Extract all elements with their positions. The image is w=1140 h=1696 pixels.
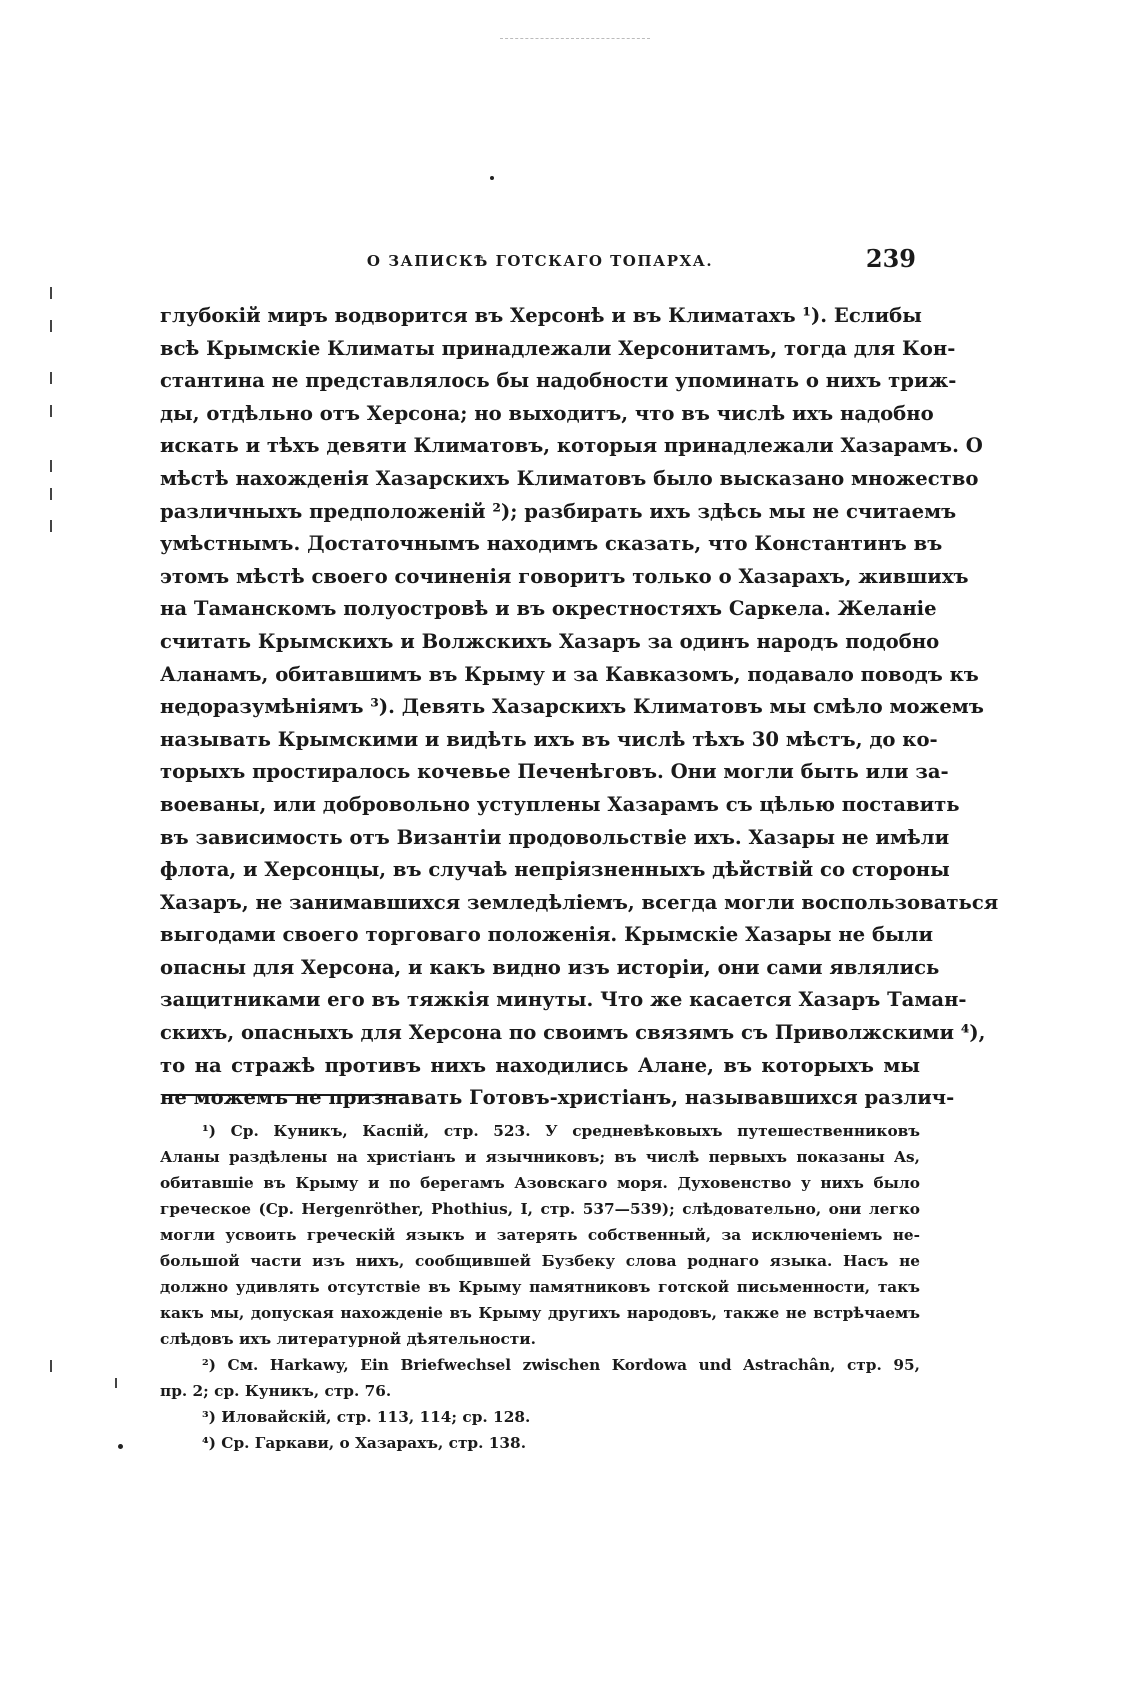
footnote-text: Иловайскій, стр. 113, 114; ср. 128. bbox=[221, 1408, 531, 1426]
text-line: выгодами своего торговаго положенія. Крымскіе Хазары не были bbox=[160, 923, 934, 947]
text-line: называть Крымскими и видѣть ихъ въ числѣ тѣхъ 30 мѣстъ, до ко- bbox=[160, 727, 938, 751]
footnote-line bbox=[160, 1378, 920, 1404]
text-line: искать и тѣхъ девяти Климатовъ, которыя принадлежали Хазарамъ. О bbox=[160, 434, 983, 458]
footnote-line bbox=[160, 1196, 920, 1222]
text-line: этомъ мѣстѣ своего сочиненія говоритъ только о Хазарахъ, жившихъ bbox=[160, 564, 969, 588]
running-head: О ЗАПИСКѢ ГОТСКАГО ТОПАРХА. bbox=[366, 252, 714, 270]
scan-margin-mark bbox=[50, 488, 52, 500]
text-line: ды, отдѣльно отъ Херсона; но выходитъ, что въ числѣ ихъ надобно bbox=[160, 401, 934, 425]
scan-artifact-line bbox=[500, 38, 650, 39]
footnote-text: пр. 2; ср. Куникъ, стр. 76. bbox=[160, 1382, 392, 1400]
footnote-text: См. Harkawy, Ein Briefwechsel zwischen Kordowa und Astrachân, стр. 95, bbox=[227, 1356, 920, 1374]
text-line: опасны для Херсона, и какъ видно изъ исторіи, они сами являлись bbox=[160, 955, 940, 979]
text-line: защитниками его въ тяжкія минуты. Что же касается Хазаръ Таман- bbox=[160, 988, 967, 1012]
footnote-line bbox=[160, 1274, 920, 1300]
footnote-line bbox=[160, 1352, 920, 1378]
text-line: не можемъ не признавать Готовъ-христіанъ, называвшихся различ- bbox=[160, 1086, 955, 1110]
scan-margin-mark bbox=[50, 1360, 52, 1372]
text-line: мѣстѣ нахожденія Хазарскихъ Климатовъ было высказано множество bbox=[160, 466, 979, 490]
text-line: флота, и Херсонцы, въ случаѣ непріязненныхъ дѣйствій со стороны bbox=[160, 858, 950, 882]
footnote-text: могли усвоить греческій языкъ и затерять собственный, за исключеніемъ не- bbox=[160, 1226, 920, 1244]
text-line: торыхъ простиралось кочевье Печенѣговъ. Они могли быть или за- bbox=[160, 760, 949, 784]
text-line: въ зависимость отъ Византіи продовольствіе ихъ. Хазары не имѣли bbox=[160, 825, 950, 849]
page-header bbox=[160, 244, 920, 278]
text-line: глубокій миръ водворится въ Херсонѣ и въ Климатахъ ¹). Еслибы bbox=[160, 304, 922, 327]
footnote-text: Ср. Куникъ, Каспій, стр. 523. У средневѣковыхъ путешественниковъ bbox=[230, 1122, 921, 1140]
text-line: воеваны, или добровольно уступлены Хазарамъ съ цѣлью поставить bbox=[160, 792, 960, 816]
footnote-line bbox=[160, 1300, 920, 1326]
footnote-line bbox=[160, 1404, 920, 1430]
footnote-text: слѣдовъ ихъ литературной дѣятельности. bbox=[160, 1330, 536, 1348]
text-line: на Таманскомъ полуостровѣ и въ окрестностяхъ Саркела. Желаніе bbox=[160, 597, 937, 621]
footnote-line bbox=[160, 1144, 920, 1170]
footnote-line bbox=[160, 1222, 920, 1248]
page-number: 239 bbox=[865, 244, 916, 273]
text-line: умѣстнымъ. Достаточнымъ находимъ сказать, что Константинъ въ bbox=[160, 532, 943, 556]
footnote-line bbox=[160, 1118, 920, 1144]
text-line: считать Крымскихъ и Волжскихъ Хазаръ за одинъ народъ подобно bbox=[160, 629, 940, 653]
footnote-marker: ²) bbox=[202, 1356, 216, 1374]
footnote-marker: ³) bbox=[202, 1408, 216, 1426]
footnote-text: большой части изъ нихъ, сообщившей Бузбеку слова роднаго языка. Насъ не bbox=[160, 1252, 920, 1270]
footnote-line bbox=[160, 1170, 920, 1196]
text-line: Аланамъ, обитавшимъ въ Крыму и за Кавказомъ, подавало поводъ къ bbox=[160, 662, 979, 686]
text-line: то на стражѣ противъ нихъ находились Алане, въ которыхъ мы bbox=[160, 1053, 920, 1077]
text-line: недоразумѣніямъ ³). Девять Хазарскихъ Климатовъ мы смѣло можемъ bbox=[160, 695, 984, 719]
text-line: Хазаръ, не занимавшихся земледѣліемъ, всегда могли воспользоваться bbox=[160, 890, 999, 914]
footnote-line bbox=[160, 1326, 920, 1352]
main-text bbox=[160, 300, 999, 1115]
footnote-text: греческое (Ср. Hergenröther, Phothius, I, стр. 537—539); слѣдовательно, они легко bbox=[160, 1200, 920, 1218]
footnote-line bbox=[160, 1248, 920, 1274]
text-line: различныхъ предположеній ²); разбирать ихъ здѣсь мы не считаемъ bbox=[160, 499, 957, 523]
footnotes bbox=[160, 1118, 920, 1456]
scan-margin-mark bbox=[50, 405, 52, 417]
scan-margin-mark bbox=[115, 1378, 117, 1388]
footnote-text: Ср. Гаркави, о Хазарахъ, стр. 138. bbox=[221, 1434, 527, 1452]
footnote-separator bbox=[163, 1094, 408, 1096]
footnote-text: Аланы раздѣлены на христіанъ и язычниковъ; въ числѣ первыхъ показаны As, bbox=[160, 1148, 920, 1166]
text-line: скихъ, опасныхъ для Херсона по своимъ связямъ съ Приволжскими ⁴), bbox=[160, 1021, 986, 1045]
footnote-text: какъ мы, допуская нахожденіе въ Крыму другихъ народовъ, также не встрѣчаемъ bbox=[160, 1304, 920, 1322]
scan-margin-mark bbox=[50, 460, 52, 472]
text-line: стантина не представлялось бы надобности упоминать о нихъ триж- bbox=[160, 369, 957, 393]
footnote-text: обитавшіе въ Крыму и по берегамъ Азовскаго моря. Духовенство у нихъ было bbox=[160, 1174, 920, 1192]
scan-margin-mark bbox=[50, 520, 52, 532]
scan-margin-mark bbox=[50, 287, 52, 299]
text-line: всѣ Крымскіе Климаты принадлежали Херсонитамъ, тогда для Кон- bbox=[160, 336, 956, 360]
footnote-marker: ⁴) bbox=[202, 1434, 216, 1452]
footnote-marker: ¹) bbox=[202, 1122, 216, 1140]
scan-margin-mark bbox=[50, 320, 52, 332]
scan-speck bbox=[118, 1444, 123, 1449]
scan-speck bbox=[490, 176, 494, 180]
footnote-text: должно удивлять отсутствіе въ Крыму памятниковъ готской письменности, такъ bbox=[160, 1278, 920, 1296]
scan-margin-mark bbox=[50, 372, 52, 384]
footnote-line bbox=[160, 1430, 920, 1456]
